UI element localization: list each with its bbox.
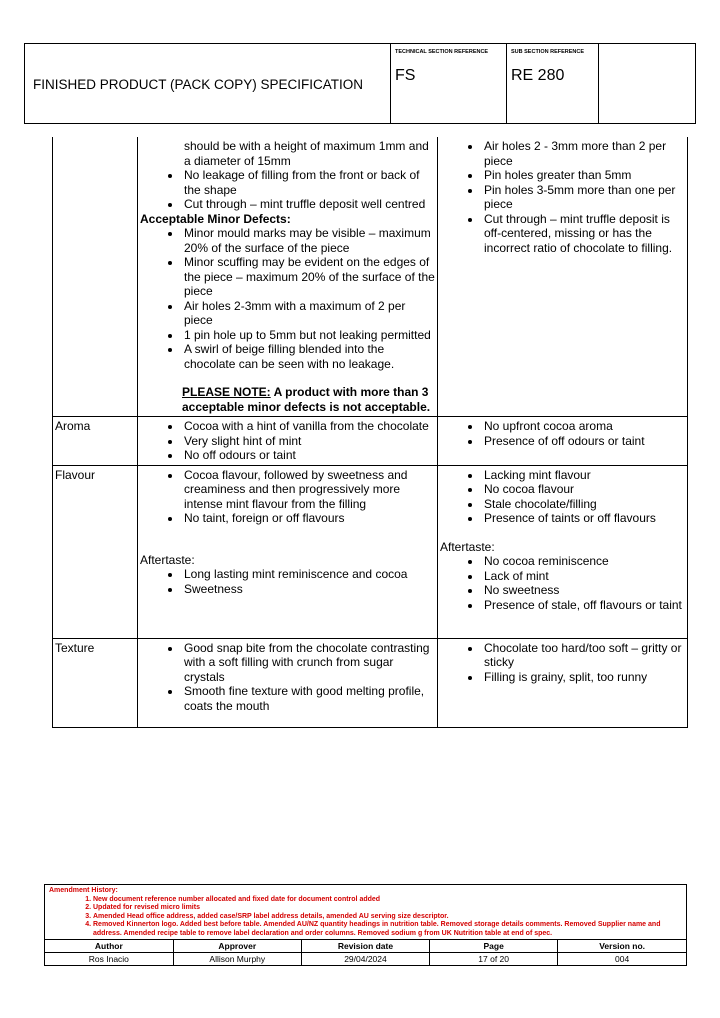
list-item: • Sweetness: [182, 582, 435, 597]
aftertaste-label: Aftertaste:: [440, 539, 495, 554]
list-item: • Filling is grainy, split, too runny: [482, 670, 685, 685]
list-item: • Air holes 2-3mm with a maximum of 2 per piece: [182, 299, 435, 328]
list-item: • Minor mould marks may be visible – maximum 20% of the surface of the piece: [182, 226, 435, 255]
list-item: • A swirl of beige filling blended into the chocolate can be seen with no leakage.: [182, 342, 435, 371]
version-header: Version no.: [558, 939, 686, 952]
list-item: • Cut through – mint truffle deposit well centred: [182, 197, 435, 212]
list-item: • Cut through – mint truffle deposit is off-centered, missing or has the incorrect ratio of chocolate to filling.: [482, 212, 685, 256]
list-item: should be with a height of maximum 1mm and a diameter of 15mm: [184, 139, 429, 168]
list-item: • No cocoa flavour: [482, 482, 685, 497]
technical-section-label: TECHNICAL SECTION REFERENCE: [395, 49, 489, 55]
list-item: • 1 pin hole up to 5mm but not leaking permitted: [182, 328, 435, 343]
page-value: 17 of 20: [430, 952, 558, 965]
list-item: • Pin holes greater than 5mm: [482, 168, 685, 183]
attribute-label: Texture: [53, 638, 138, 727]
acceptable-cell: [138, 465, 438, 638]
amendment-item: 2. Updated for revised micro limits: [93, 904, 682, 913]
acceptable-cell: [138, 417, 438, 466]
list-item: • No cocoa reminiscence: [482, 554, 685, 569]
sub-section-value: RE 280: [511, 67, 565, 84]
document-footer: [44, 884, 687, 966]
amendment-item: 3. Amended Head office address, added case/SRP label address details, amended AU serving size descriptor.: [93, 913, 682, 922]
amendment-item: 1. New document reference number allocated and fixed date for document control added: [93, 896, 682, 905]
list-item: • No leakage of filling from the front or back of the shape: [182, 168, 435, 197]
aftertaste-label: Aftertaste:: [140, 552, 195, 567]
list-item: • No off odours or taint: [182, 448, 435, 463]
table-row: [53, 137, 688, 417]
spec-table: [52, 137, 688, 728]
list-item: • Chocolate too hard/too soft – gritty or sticky: [482, 641, 685, 670]
list-item: • Stale chocolate/filling: [482, 497, 685, 512]
list-item: • Lack of mint: [482, 569, 685, 584]
acceptable-cell: [138, 638, 438, 727]
list-item: • Cocoa flavour, followed by sweetness and creaminess and then progressively more intense mint flavour from the filling: [182, 468, 435, 512]
table-row: [45, 952, 686, 965]
author-value: Ros Inacio: [45, 952, 173, 965]
list-item: • Presence of stale, off flavours or taint: [482, 598, 685, 613]
sub-section-label: SUB SECTION REFERENCE: [511, 49, 585, 55]
page-header: Page: [430, 939, 558, 952]
note-text: A product with more than 3 acceptable minor defects is not acceptable.: [182, 385, 431, 414]
table-row: [45, 939, 686, 952]
unacceptable-cell: [438, 638, 688, 727]
header-divider: [390, 44, 391, 123]
table-row: [53, 465, 688, 638]
table-row: [53, 417, 688, 466]
list-item: • No taint, foreign or off flavours: [182, 511, 435, 526]
header-divider: [506, 44, 507, 123]
list-item: • Minor scuffing may be evident on the edges of the piece – maximum 20% of the surface of the piece: [182, 255, 435, 299]
list-item: • Smooth fine texture with good melting profile, coats the mouth: [182, 684, 435, 713]
header-divider: [598, 44, 599, 123]
list-item: • Cocoa with a hint of vanilla from the chocolate: [182, 419, 435, 434]
document-header: [24, 43, 696, 124]
approver-header: Approver: [173, 939, 301, 952]
unacceptable-cell: [438, 137, 688, 417]
amendment-history: [45, 885, 686, 939]
technical-section-value: FS: [395, 67, 416, 84]
unacceptable-cell: [438, 465, 688, 638]
author-header: Author: [45, 939, 173, 952]
table-row: [53, 638, 688, 727]
revision-date-value: 29/04/2024: [301, 952, 429, 965]
minor-defects-heading: Acceptable Minor Defects:: [140, 211, 291, 226]
acceptable-cell: [138, 137, 438, 417]
version-value: 004: [558, 952, 686, 965]
amendment-title: Amendment History:: [49, 887, 118, 894]
please-note: [182, 385, 435, 414]
revision-date-header: Revision date: [301, 939, 429, 952]
note-label: PLEASE NOTE:: [182, 385, 271, 399]
list-item: • No sweetness: [482, 583, 685, 598]
list-item: • No upfront cocoa aroma: [482, 419, 685, 434]
document-title: FINISHED PRODUCT (PACK COPY) SPECIFICATION: [33, 77, 364, 92]
attribute-label: Flavour: [53, 465, 138, 638]
unacceptable-cell: [438, 417, 688, 466]
list-item: • Long lasting mint reminiscence and cocoa: [182, 567, 435, 582]
list-item: • Presence of off odours or taint: [482, 434, 685, 449]
signoff-table: [45, 939, 686, 965]
approver-value: Allison Murphy: [173, 952, 301, 965]
list-item: • Lacking mint flavour: [482, 468, 685, 483]
list-item: • Good snap bite from the chocolate contrasting with a soft filling with crunch from sugar crystals: [182, 641, 435, 685]
list-item: • Air holes 2 - 3mm more than 2 per piece: [482, 139, 685, 168]
amendment-item: 4. Removed Kinnerton logo. Added best before table. Amended AU/NZ quantity headings in nutrition table. Removed storage details comments. Removed Supplier name and address. Amended recipe table to remove label declaration and order columns. Removed sodium g from UK Nutrition table at end of spec.: [93, 921, 682, 938]
list-item: • Pin holes 3-5mm more than one per piece: [482, 183, 685, 212]
list-item: • Presence of taints or off flavours: [482, 511, 685, 526]
attribute-cell: [53, 137, 138, 417]
attribute-label: Aroma: [53, 417, 138, 466]
list-item: • Very slight hint of mint: [182, 434, 435, 449]
